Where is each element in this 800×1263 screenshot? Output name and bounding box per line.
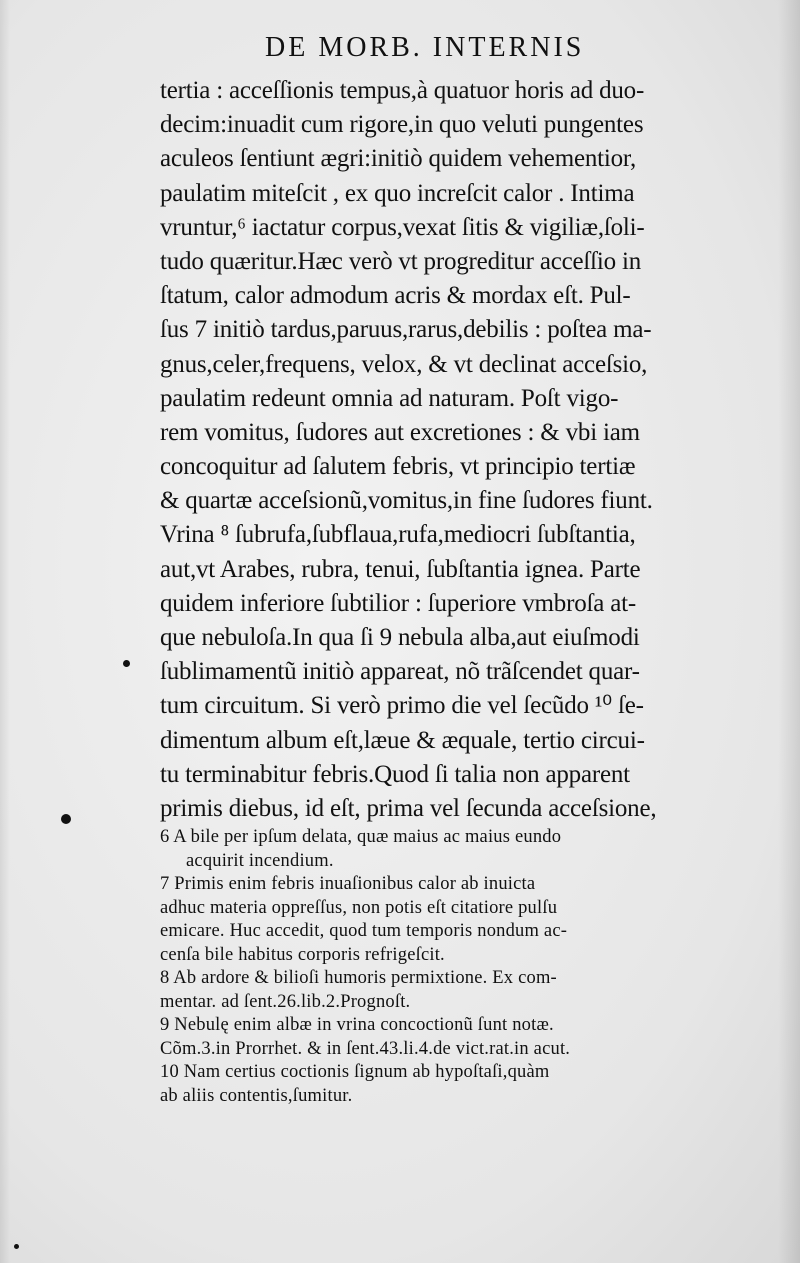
text-line: ſublimamentũ initiò appareat, nõ trãſcendet quar- [160,658,640,686]
text-line: dimentum album eſt,læue & æquale, tertio circui- [160,726,645,754]
note-line: mentar. ad ſent.26.lib.2.Prognoſt. [160,991,411,1012]
note-line: 7 Primis enim febris inuaſionibus calor ab inuicta [160,874,536,894]
text-line: aut,vt Arabes, rubra, tenui, ſubſtantia ignea. Parte [160,555,641,583]
note-line: cenſa bile habitus corporis refrigeſcit. [160,944,445,965]
note-line: Cõm.3.in Prorrhet. & in ſent.43.li.4.de vict.rat.in acut. [160,1038,571,1059]
text-line: concoquitur ad ſalutem febris, vt principio tertiæ [160,453,636,481]
text-line: primis diebus, id eſt, prima vel ſecunda acceſsione, [160,794,657,822]
text-line: tertia : acceſſionis tempus,à quatuor horis ad duo- [160,77,645,104]
note-line: 9 Nebulę enim albæ in vrina concoctionũ ſunt notæ. [160,1015,554,1035]
text-line: quidem inferiore ſubtilior : ſuperiore vmbroſa at- [160,589,636,617]
marginal-notes [160,826,760,1108]
text-line: gnus,celer,frequens, velox, & vt declinat acceſsio, [160,350,648,378]
text-line: vruntur,⁶ iactatur corpus,vexat ſitis & vigiliæ,ſoli- [160,213,645,241]
note-line: adhuc materia oppreſſus, non potis eſt citatiore pulſu [160,897,558,918]
text-line: decim:inuadit cum rigore,in quo veluti pungentes [160,111,644,139]
text-line: Vrina ⁸ ſubrufa,ſubflaua,rufa,mediocri ſubſtantia, [160,521,636,549]
text-line: paulatim miteſcit , ex quo increſcit calor . Intima [160,179,635,207]
page-shadow-right [778,0,800,1263]
ink-blot [14,1244,19,1249]
ink-blot [61,814,71,824]
note-line: 10 Nam certius coctionis ſignum ab hypoſtaſi,quàm [160,1062,550,1082]
note-line: 8 Ab ardore & bilioſi humoris permixtione. Ex com- [160,968,557,988]
ink-blot [123,660,130,667]
text-line: ſtatum, calor admodum acris & mordax eſt. Pul- [160,282,631,310]
text-line: & quartæ acceſsionũ,vomitus,in fine ſudores fiunt. [160,487,653,515]
text-line: aculeos ſentiunt ægri:initiò quidem vehementior, [160,145,637,173]
text-line: tum circuitum. Si verò primo die vel ſecũdo ¹⁰ ſe- [160,692,644,720]
text-line: rem vomitus, ſudores aut excretiones : & vbi iam [160,418,640,446]
text-line: que nebuloſa.In qua ſi 9 nebula alba,aut eiuſmodi [160,624,640,651]
text-line: ſus 7 initiò tardus,paruus,rarus,debilis : poſtea ma- [160,316,652,344]
running-head: DE MORB. INTERNIS [265,32,585,63]
note-line: ab aliis contentis,ſumitur. [160,1085,353,1106]
note-line: emicare. Huc accedit, quod tum temporis nondum ac- [160,921,568,941]
text-line: paulatim redeunt omnia ad naturam. Poſt vigo- [160,384,619,412]
text-line: tudo quæritur.Hæc verò vt progreditur acceſſio in [160,247,642,275]
note-line: acquirit incendium. [186,850,334,871]
note-line: 6 A bile per ipſum delata, quæ maius ac maius eundo [160,827,562,847]
text-line: tu terminabitur febris.Quod ſi talia non apparent [160,760,630,788]
page-shadow-left [0,0,10,1263]
main-text [160,74,760,826]
